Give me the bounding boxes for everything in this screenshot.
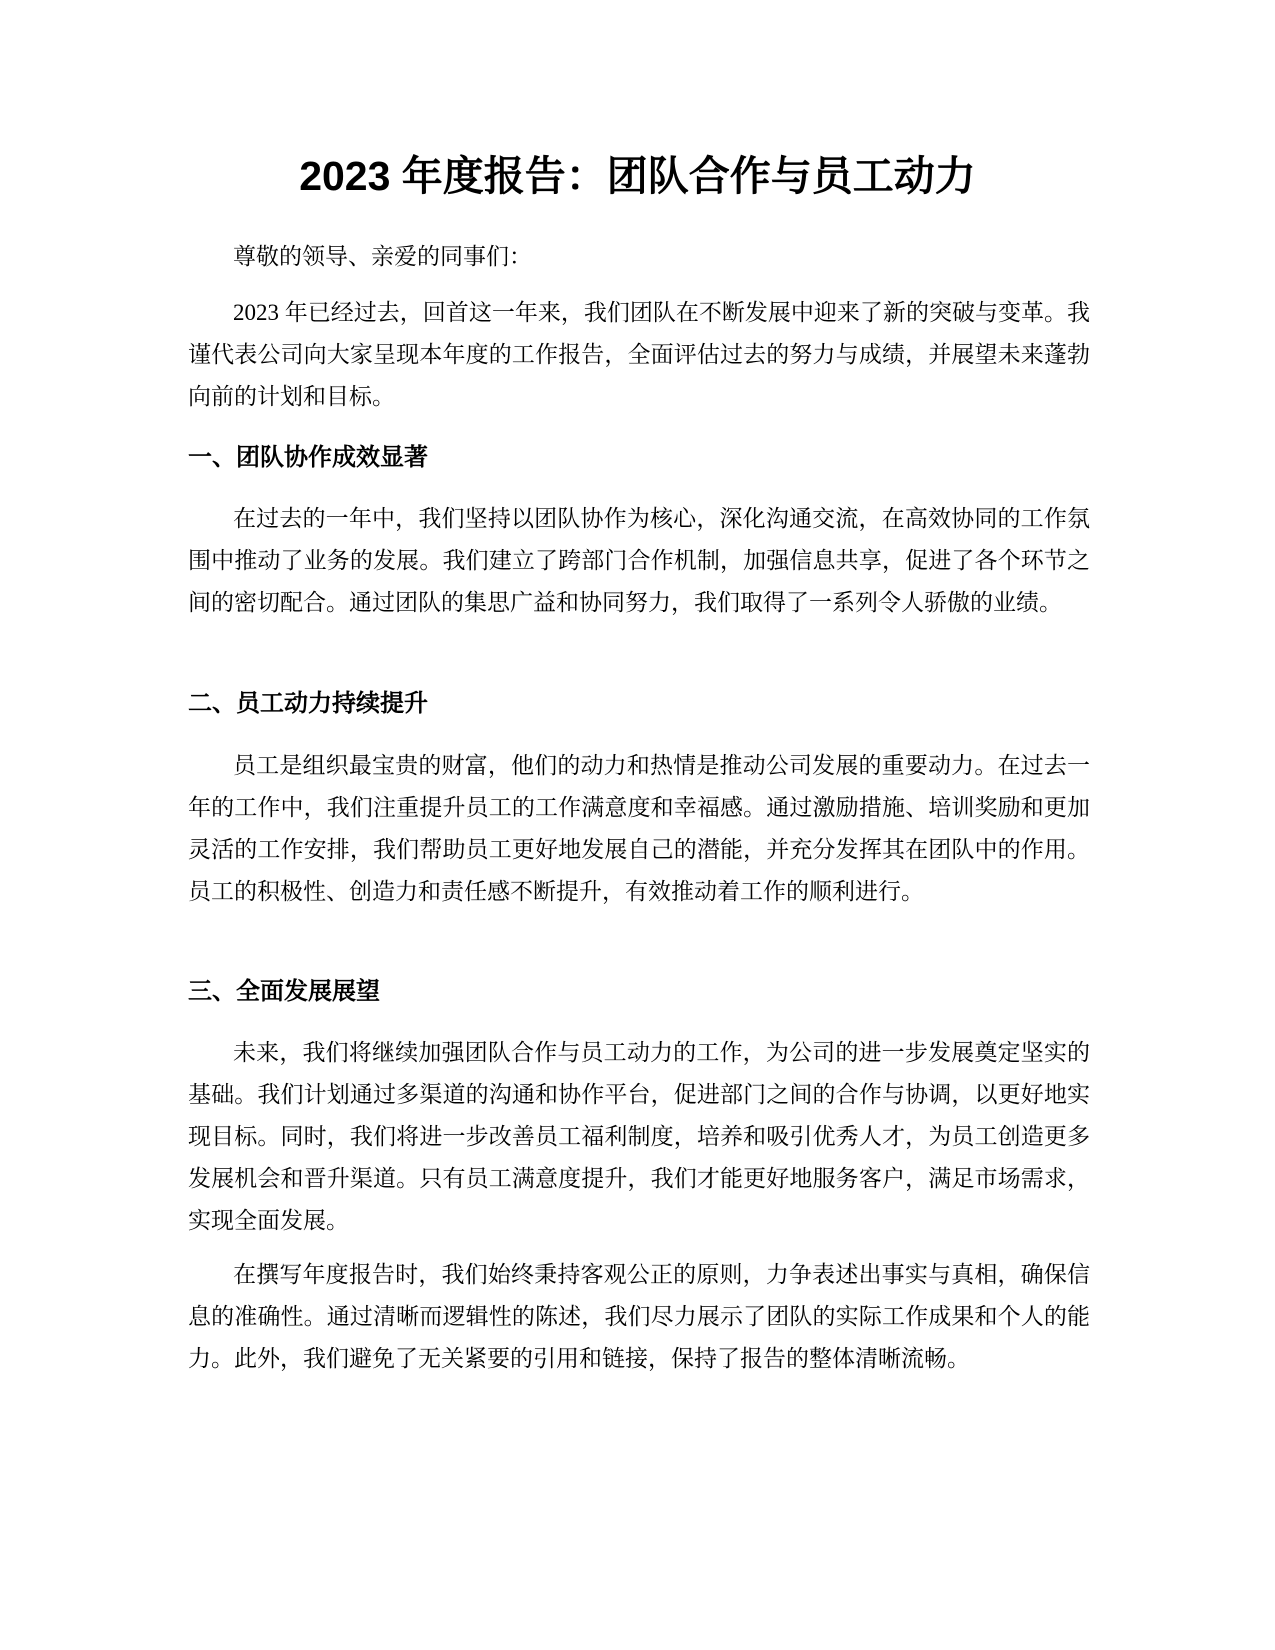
- section-body-teamwork: 在过去的一年中，我们坚持以团队协作为核心，深化沟通交流，在高效协同的工作氛围中推动了业务的发展。我们建立了跨部门合作机制，加强信息共享，促进了各个环节之间的密切配合。通过团队的集思广益和协同努力，我们取得了一系列令人骄傲的业绩。: [188, 506, 1090, 615]
- section-body-motivation: 员工是组织最宝贵的财富，他们的动力和热情是推动公司发展的重要动力。在过去一年的工作中，我们注重提升员工的工作满意度和幸福感。通过激励措施、培训奖励和更加灵活的工作安排，我们帮助员工更好地发展自己的潜能，并充分发挥其在团队中的作用。员工的积极性、创造力和责任感不断提升，有效推动着工作的顺利进行。: [188, 753, 1090, 904]
- section-heading-motivation: 二、员工动力持续提升: [188, 690, 428, 717]
- section-body-outlook: 未来，我们将继续加强团队合作与员工动力的工作，为公司的进一步发展奠定坚实的基础。我们计划通过多渠道的沟通和协作平台，促进部门之间的合作与协调，以更好地实现目标。同时，我们将进一步改善员工福利制度，培养和吸引优秀人才，为员工创造更多发展机会和晋升渠道。只有员工满意度提升，我们才能更好地服务客户，满足市场需求，实现全面发展。: [188, 1040, 1090, 1233]
- document-title: 2023 年度报告：团队合作与员工动力: [299, 153, 976, 199]
- section-heading-teamwork: 一、团队协作成效显著: [188, 444, 428, 471]
- closing-paragraph: 在撰写年度报告时，我们始终秉持客观公正的原则，力争表述出事实与真相，确保信息的准确性。通过清晰而逻辑性的陈述，我们尽力展示了团队的实际工作成果和个人的能力。此外，我们避免了无关紧要的引用和链接，保持了报告的整体清晰流畅。: [188, 1262, 1090, 1371]
- greeting-paragraph: 尊敬的领导、亲爱的同事们：: [233, 244, 532, 269]
- intro-paragraph: 2023 年已经过去，回首这一年来，我们团队在不断发展中迎来了新的突破与变革。我谨代表公司向大家呈现本年度的工作报告，全面评估过去的努力与成绩，并展望未来蓬勃向前的计划和目标。: [188, 300, 1090, 409]
- section-heading-outlook: 三、全面发展展望: [188, 978, 380, 1005]
